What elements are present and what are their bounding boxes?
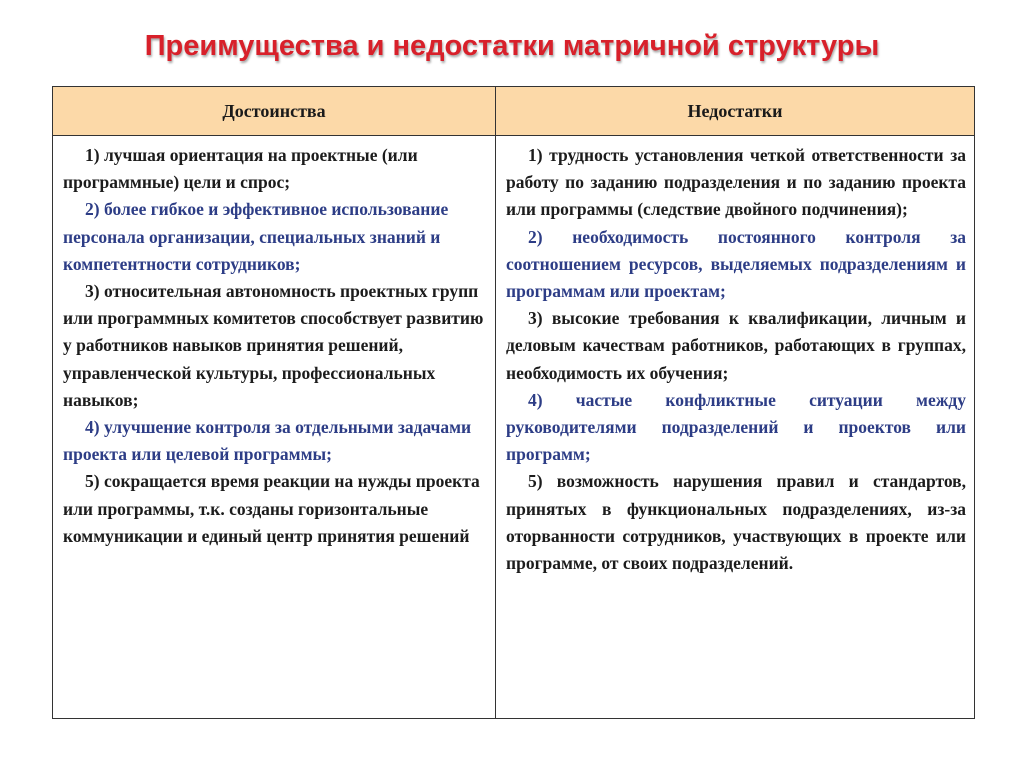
disadvantage-item-5: 5) возможность нарушения правил и стандартов, принятых в функциональных подразделениях, из-за оторванности сотрудников, участвующих в проекте или программе, от своих подразделений. [506,471,966,574]
comparison-table [52,86,975,719]
disadvantages-header: Недостатки [496,87,975,136]
advantage-item-1: 1) лучшая ориентация на проектные (или программные) цели и спрос; [63,145,418,193]
advantages-header: Достоинства [53,87,496,136]
disadvantage-item-4: 4) частые конфликтные ситуации между руководителями подразделений и проектов или программ; [506,389,966,465]
disadvantage-item-3: 3) высокие требования к квалификации, личным и деловым качествам работников, работающих в группах, необходимость их обучения; [506,308,966,383]
advantage-item-2: 2) более гибкое и эффективное использование персонала организации, специальных знаний и компетентности сотрудников; [63,199,449,274]
advantage-item-5: 5) сокращается время реакции на нужды проекта или программы, т.к. созданы горизонтальные коммуникации и единый центр принятия решений [63,471,480,546]
disadvantages-cell [496,136,975,719]
table-header-row [53,87,975,136]
page-title: Преимущества и недостатки матричной структуры [144,30,880,62]
advantages-cell [53,136,496,719]
table-body-row [53,136,975,719]
advantage-item-3: 3) относительная автономность проектных групп или программных комитетов способствует развитию у работников навыков принятия решений, управленческой культуры, профессиональных навыков; [63,281,484,410]
disadvantage-item-2: 2) необходимость постоянного контроля за соотношением ресурсов, выделяемых подразделениям и программам или проектам; [506,226,966,302]
advantage-item-4: 4) улучшение контроля за отдельными задачами проекта или целевой программы; [63,417,472,465]
disadvantage-item-1: 1) трудность установления четкой ответственности за работу по заданию подразделения и по заданию проекта или программы (следствие двойного подчинения); [506,145,966,220]
